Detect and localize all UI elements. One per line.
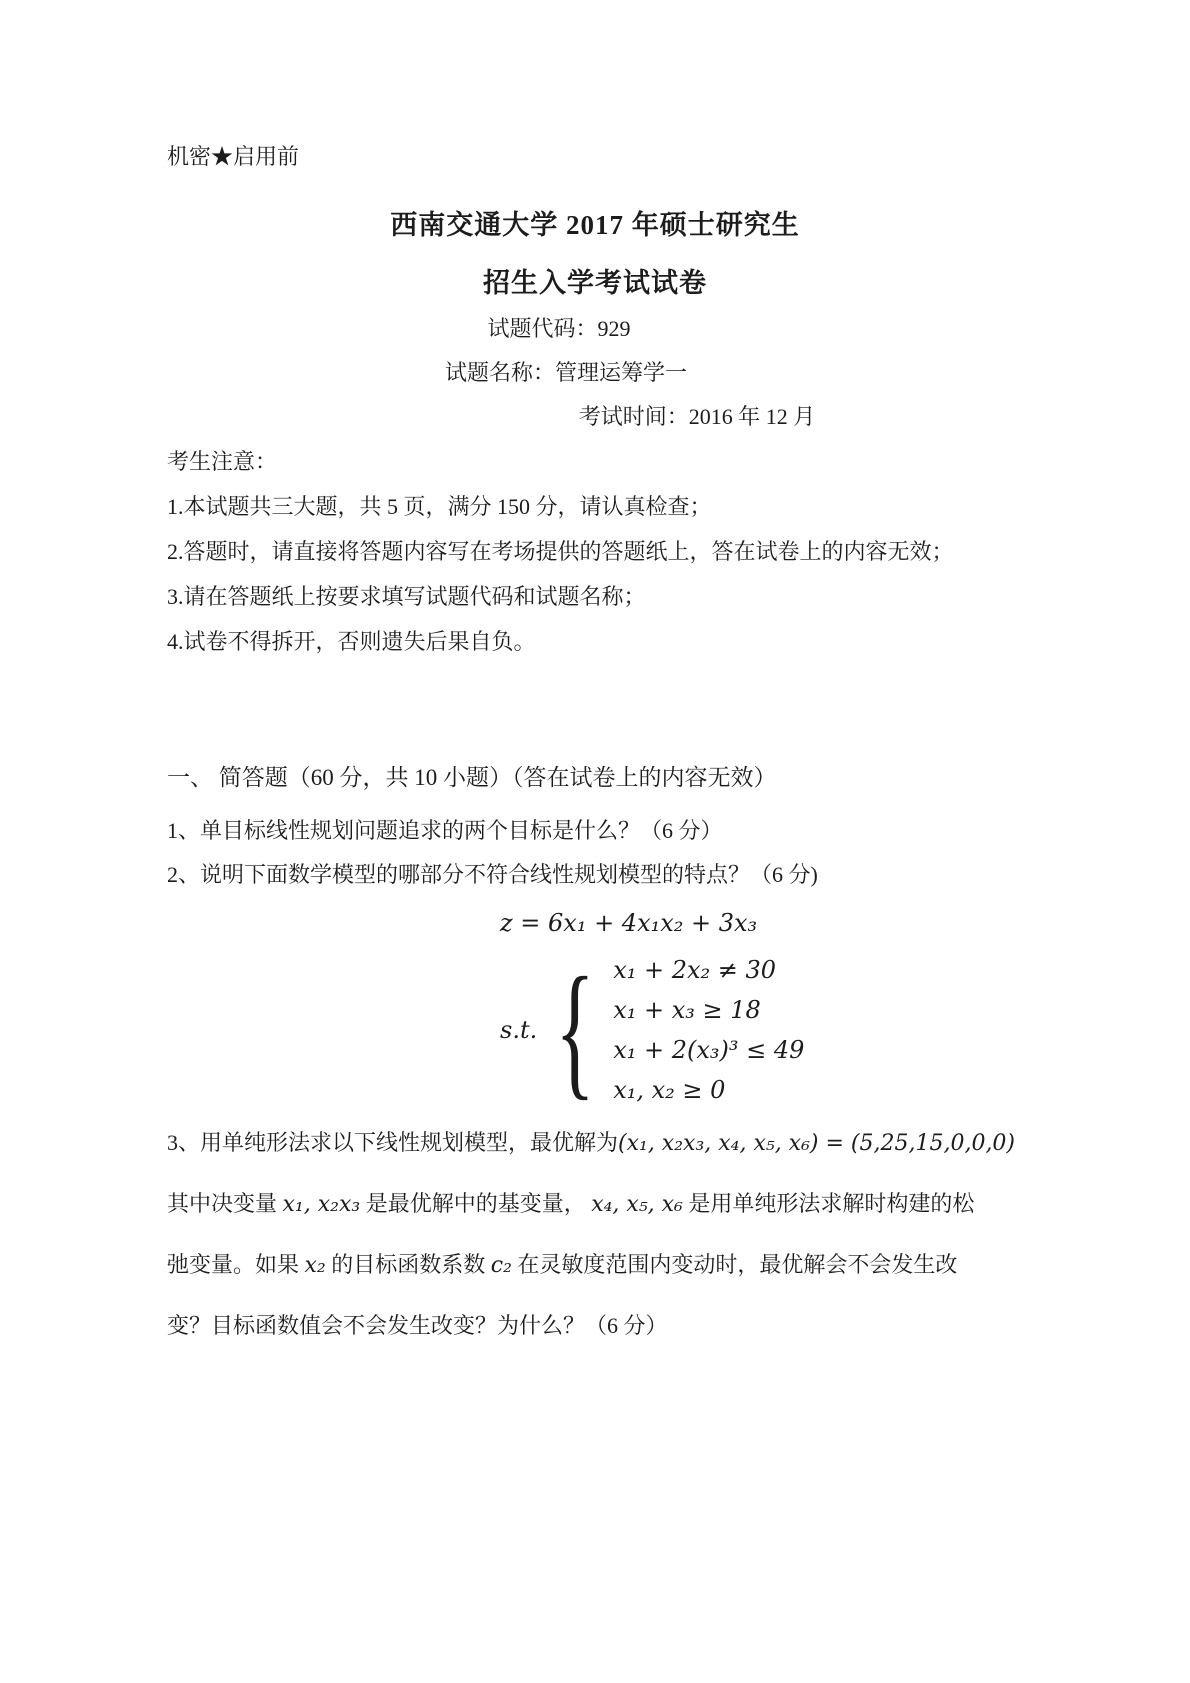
question-3-text: 其中决变量 (167, 1191, 283, 1216)
question-3-text: 的目标函数系数 (325, 1252, 491, 1277)
inline-math-slack-variables: x₄, x₅, x₆ (591, 1192, 683, 1217)
constraint-line-2: x₁ + x₃ ≥ 18 (613, 996, 761, 1024)
constraint-line-4: x₁, x₂ ≥ 0 (613, 1076, 726, 1104)
question-3-text: 是用单纯形法求解时构建的松 (682, 1191, 975, 1216)
notice-item-1: 1.本试题共三大题，共 5 页，满分 150 分，请认真检查； (167, 494, 712, 519)
notice-item-3: 3.请在答题纸上按要求填写试题代码和试题名称； (167, 584, 646, 609)
inline-math-basic-variables: x₁, x₂x₃ (282, 1192, 361, 1217)
question-1: 1、单目标线性规划问题追求的两个目标是什么？（6 分） (167, 818, 723, 843)
exam-title-line1: 西南交通大学 2017 年硕士研究生 (390, 210, 800, 240)
notice-heading: 考生注意： (167, 449, 278, 474)
question-3-line-3 (167, 1252, 1023, 1279)
objective-function: z = 6x₁ + 4x₁x₂ + 3x₃ (500, 909, 758, 937)
constraint-list (613, 950, 804, 1110)
question-3-text: 3、用单纯形法求以下线性规划模型，最优解为 (167, 1130, 619, 1155)
classification-label: 机密★启用前 (167, 144, 300, 169)
exam-code: 试题代码：929 (487, 316, 631, 341)
question-3-line-1 (167, 1130, 1023, 1157)
exam-title-line2: 招生入学考试试卷 (483, 268, 707, 298)
question-2: 2、说明下面数学模型的哪部分不符合线性规划模型的特点？（6 分) (167, 862, 818, 887)
left-brace: { (555, 947, 596, 1113)
question-3 (167, 1130, 1023, 1339)
constraint-system (500, 947, 1023, 1113)
notice-item-4: 4.试卷不得拆开，否则遗失后果自负。 (167, 629, 536, 654)
question-3-line-4 (167, 1313, 1023, 1339)
constraint-line-3: x₁ + 2(x₃)³ ≤ 49 (613, 1036, 805, 1064)
st-label: s.t. (500, 1016, 538, 1044)
notice-item-2: 2.答题时，请直接将答题内容写在考场提供的答题纸上，答在试卷上的内容无效； (167, 539, 954, 564)
inline-math-optimal-solution: (x₁, x₂x₃, x₄, x₅, x₆) = (5,25,15,0,0,0) (618, 1131, 1016, 1156)
question-3-text: 在灵敏度范围内变动时，最优解会不会发生改 (511, 1252, 958, 1277)
question-3-text: 是最优解中的基变量， (360, 1191, 592, 1216)
constraint-line-1: x₁ + 2x₂ ≠ 30 (613, 956, 777, 984)
exam-time: 考试时间：2016 年 12 月 (578, 404, 816, 429)
exam-name: 试题名称：管理运筹学一 (444, 360, 687, 385)
inline-math-x2: x₂ (304, 1253, 326, 1278)
question-3-text: 弛变量。如果 (167, 1252, 305, 1277)
inline-math-c2: c₂ (490, 1253, 512, 1278)
section-one-heading: 一、 简答题（60 分，共 10 小题）（答在试卷上的内容无效） (167, 765, 777, 790)
question-3-text: 变？目标函数值会不会发生改变？为什么？（6 分） (167, 1313, 668, 1338)
question-3-line-2 (167, 1191, 1023, 1218)
math-model-block (500, 908, 1023, 1113)
